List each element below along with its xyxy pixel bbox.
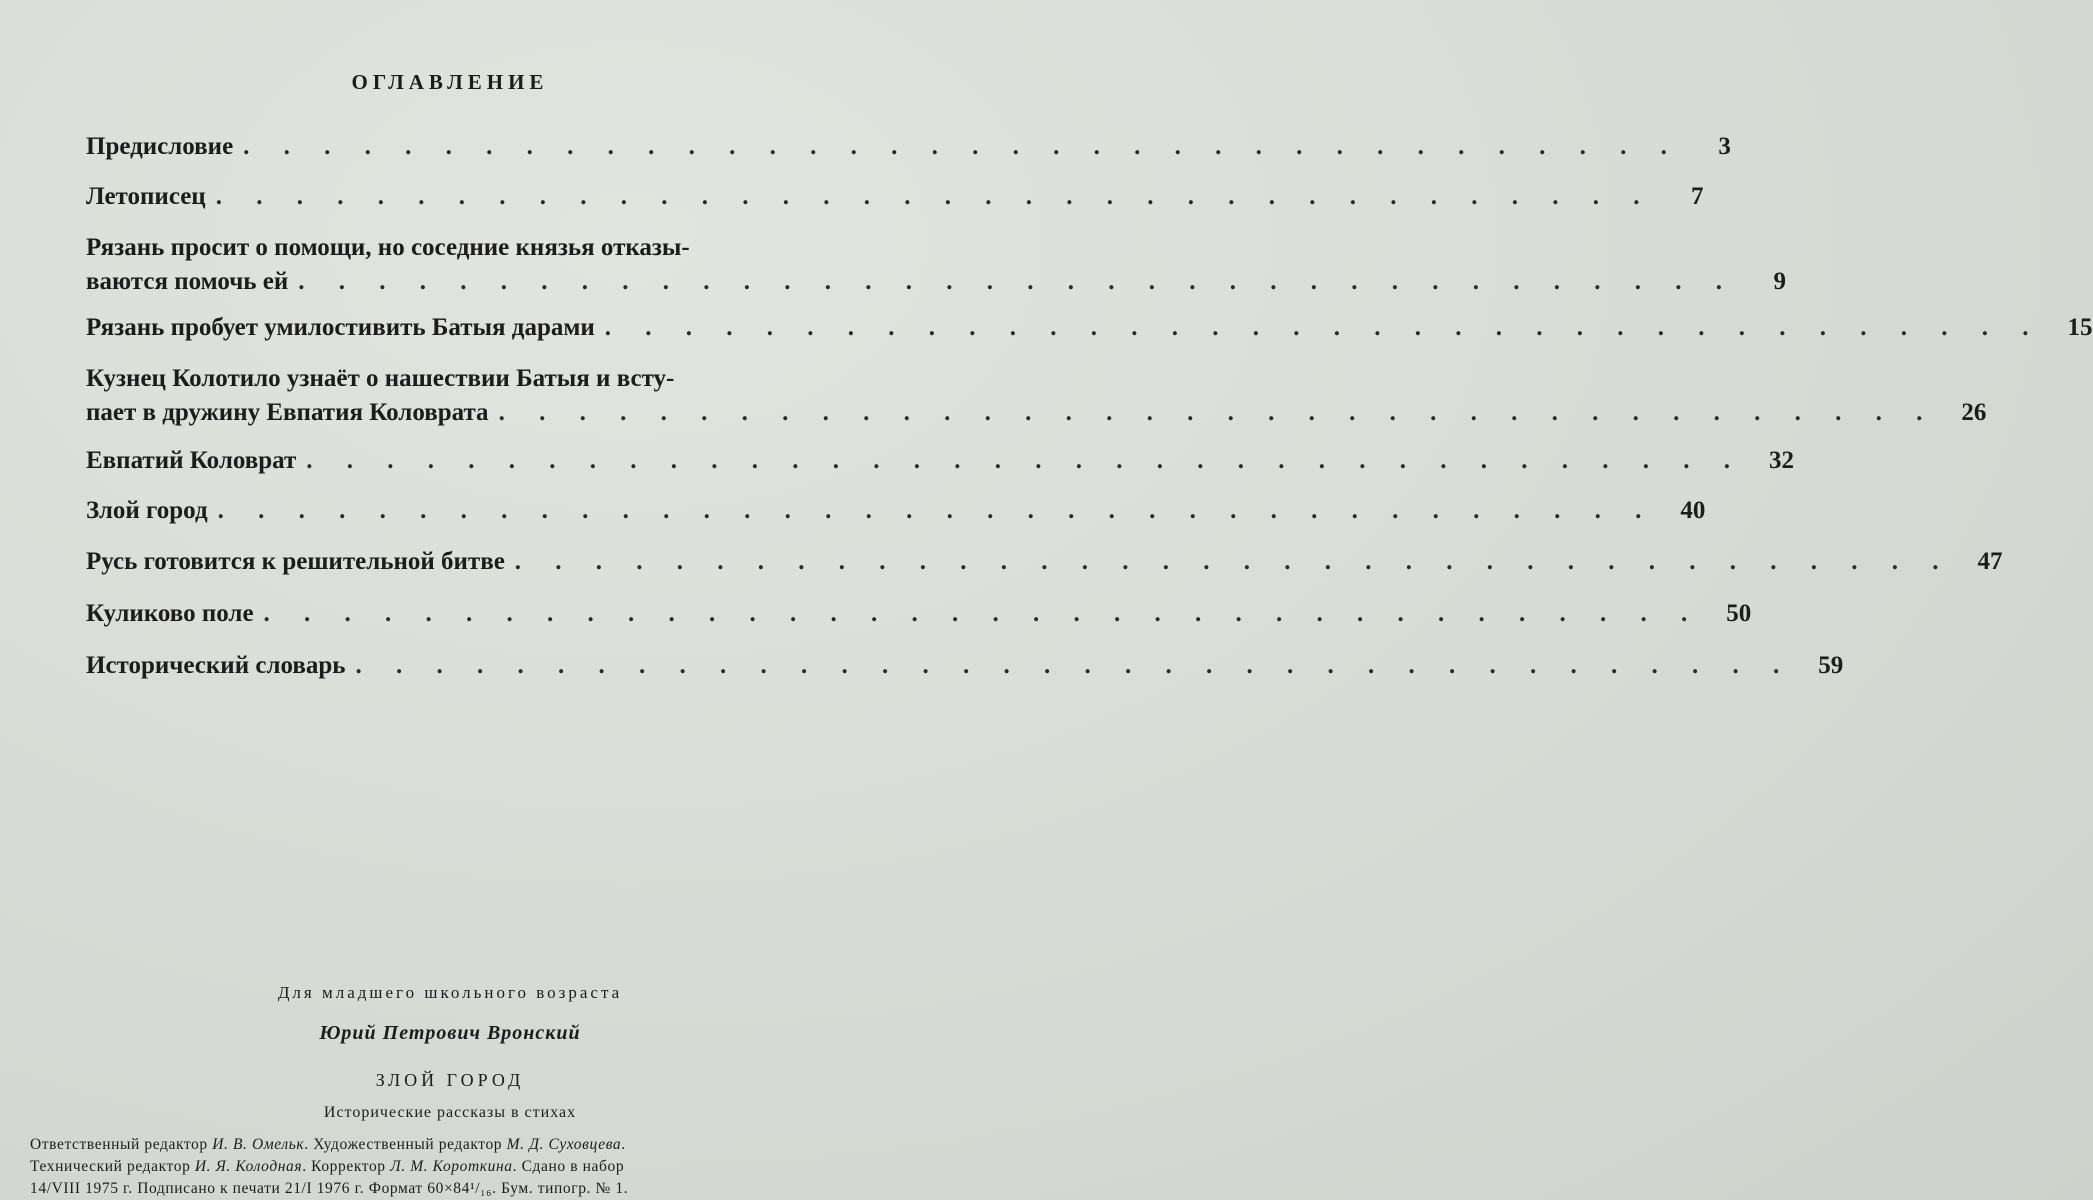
toc-leader-dots: . . . . . . . . . . . . . . . . . . . . . . . . . . . . . . . . . . . . [514,548,1953,575]
toc-leader-dots: . . . . . . . . . . . . . . . . . . . . . . . . . . . . . . . . . . . . [604,314,2043,341]
toc-entry-title: Злой город [86,497,208,524]
toc-page-number: 26 [1961,399,1987,426]
toc-page-number: 15 [2067,314,2093,341]
toc-leader-dots: . . . . . . . . . . . . . . . . . . . . . . . . . . . . . . . . . . . . [306,447,1745,474]
toc-entry-title-line: Кузнец Колотило узнаёт о нашествии Батыя и всту- [86,365,675,392]
credits-text: . Сдано в набор [512,1158,625,1175]
credits-line [30,1134,890,1156]
toc-leader-dots: . . . . . . . . . . . . . . . . . . . . . . . . . . . . . . . . . . . . [243,133,1681,160]
toc-heading: ОГЛАВЛЕНИЕ [351,70,549,94]
editor-name: И. В. Омельк [212,1136,305,1153]
book-subtitle: Исторические рассказы в стихах [323,1104,577,1121]
credits-text: . Корректор [302,1158,391,1175]
toc-entry [86,494,1706,528]
toc-entry-title: Предисловие [86,133,234,160]
toc-leader-dots: . . . . . . . . . . . . . . . . . . . . . . . . . . . . . . . . . . . . [298,268,1737,295]
toc-leader-dots: . . . . . . . . . . . . . . . . . . . . . . . . . . . . . . . . . . . . [355,652,1794,679]
toc-page-number: 40 [1680,497,1706,524]
credits-text: . Художественный редактор [304,1136,507,1153]
credits-text: . [621,1136,626,1153]
toc-entry [86,444,1795,478]
toc-entry [86,311,2093,345]
toc-entry [86,545,2003,579]
tech-editor-name: И. Я. Колодная [194,1158,303,1175]
toc-entry-title-line: Рязань просит о помощи, но соседние князья отказы- [86,234,690,261]
toc-entry [86,597,1752,631]
toc-entry [86,362,1987,430]
toc-leader-dots: . . . . . . . . . . . . . . . . . . . . . . . . . . . . . . . . . . . . [498,399,1937,426]
toc-entry-title: Евпатий Коловрат [86,447,297,474]
art-editor-name: М. Д. Суховцева [506,1136,622,1153]
toc-page-number: 7 [1690,183,1704,210]
toc-entry [86,231,1787,299]
toc-leader-dots: . . . . . . . . . . . . . . . . . . . . . . . . . . . . . . . . . . . . [217,497,1656,524]
publication-credits [30,1134,890,1200]
toc-page-number: 50 [1726,600,1752,627]
credits-line [30,1156,890,1178]
credits-line: 14/VIII 1975 г. Подписано к печати 21/I 1976 г. Формат 60×84¹/₁₆. Бум. типогр. № 1. [30,1180,629,1197]
toc-entry-title: Исторический словарь [86,652,346,679]
proofreader-name: Л. М. Короткина [390,1158,513,1175]
toc-page-number: 59 [1818,652,1844,679]
toc-entry-title: Куликово поле [86,600,254,627]
toc-leader-dots: . . . . . . . . . . . . . . . . . . . . . . . . . . . . . . . . . . . . [215,183,1654,210]
toc-entry [86,649,1844,683]
toc-page-number: 47 [1977,548,2003,575]
credits-text: Ответственный редактор [30,1136,213,1153]
toc-entry-title: ваются помочь ей [86,268,289,295]
credits-text: Технический редактор [30,1158,195,1175]
author-name: Юрий Петрович Вронский [319,1022,581,1044]
toc-entry [86,180,1704,214]
age-group-line: Для младшего школьного возраста [277,983,623,1002]
toc-entry-title: Рязань пробует умилостивить Батыя дарами [86,314,595,341]
toc-page-number: 32 [1769,447,1795,474]
book-title: ЗЛОЙ ГОРОД [375,1070,525,1090]
toc-entry-title: Русь готовится к решительной битве [86,548,505,575]
toc-entry-title: пает в дружину Евпатия Коловрата [86,399,489,426]
toc-leader-dots: . . . . . . . . . . . . . . . . . . . . . . . . . . . . . . . . . . . . [263,600,1702,627]
toc-page-number: 9 [1773,268,1787,295]
toc-page-number: 3 [1718,133,1731,160]
toc-entry [86,130,1731,164]
toc-entry-title: Летописец [86,183,206,210]
